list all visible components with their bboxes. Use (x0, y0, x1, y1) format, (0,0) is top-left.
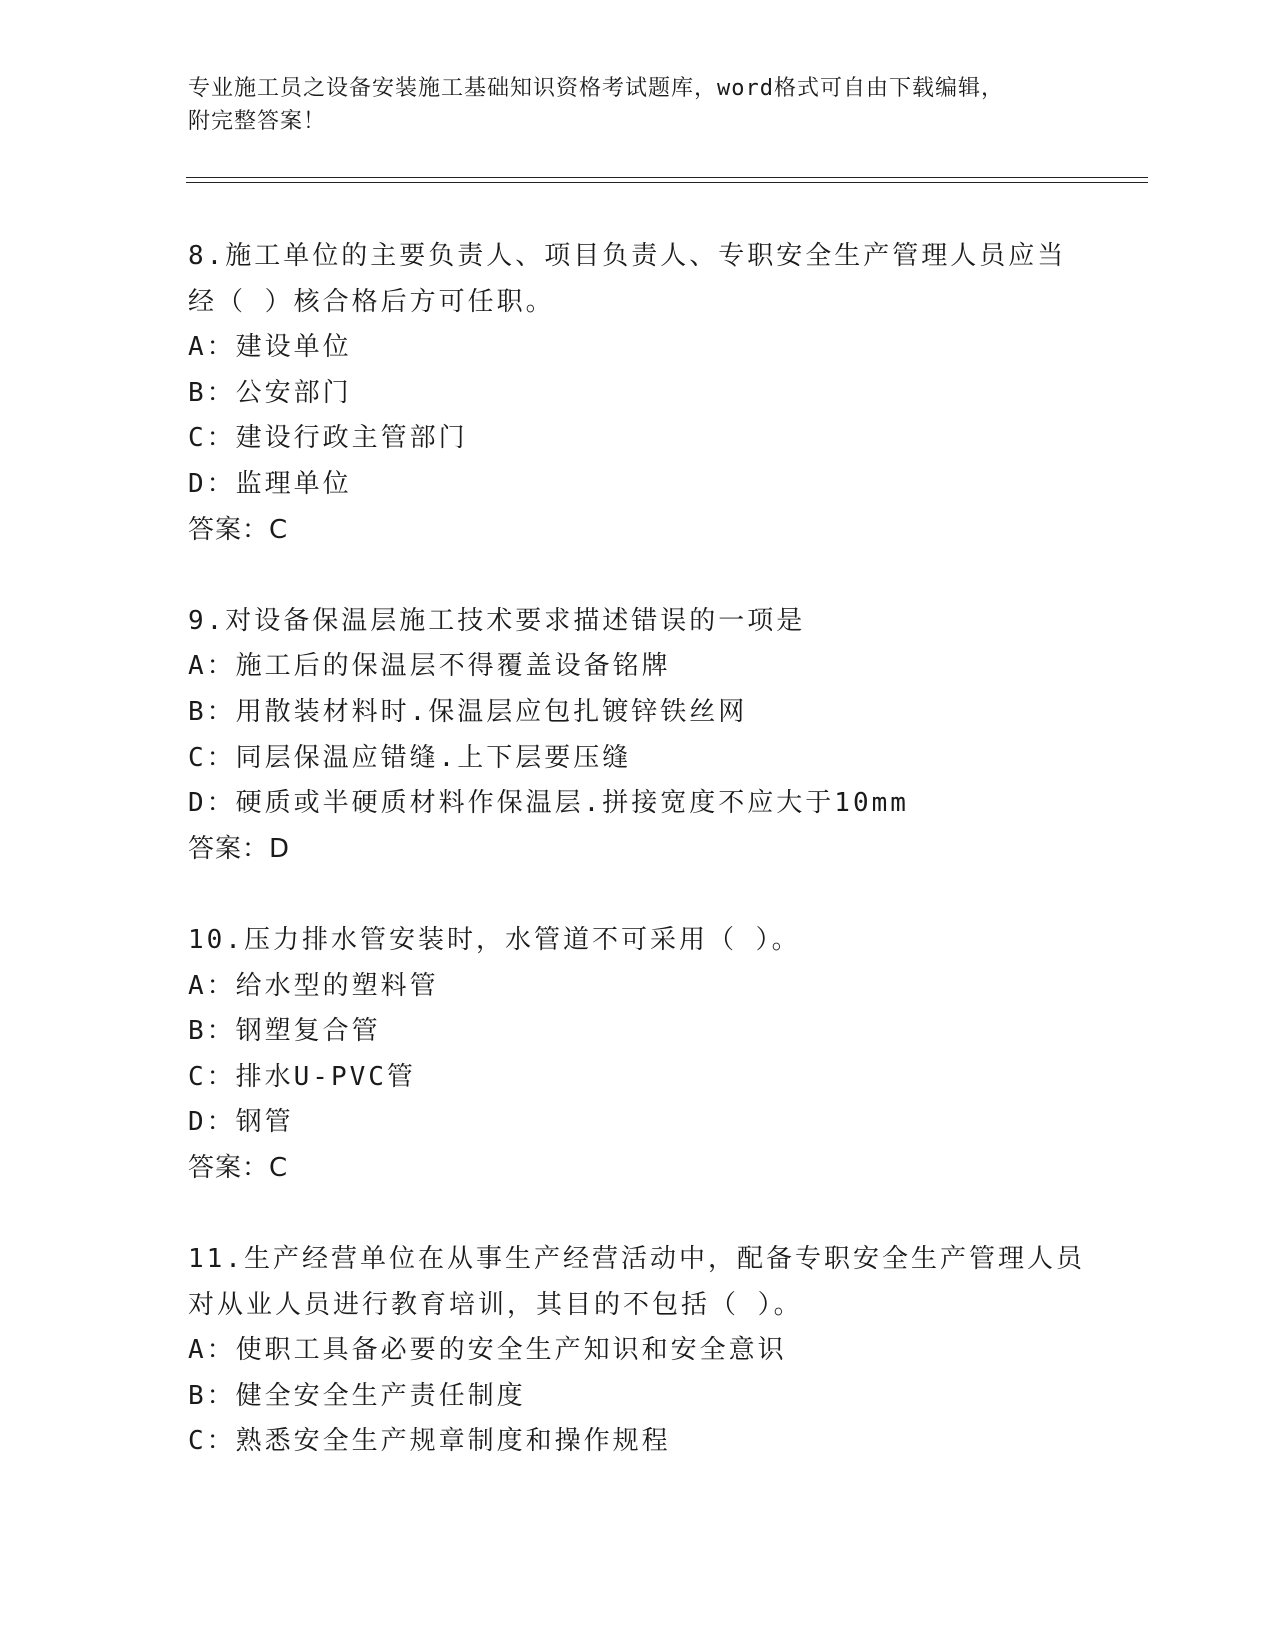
option-b: B：健全安全生产责任制度 (188, 1380, 526, 1411)
question-stem-continued: 对从业人员进行教育培训，其目的不包括（ ）。 (188, 1289, 803, 1320)
option-a: A：建设单位 (188, 332, 352, 363)
question-spacer (188, 553, 1088, 599)
option-b: B：公安部门 (188, 377, 352, 408)
answer: 答案：D (188, 833, 291, 864)
question-spacer (188, 872, 1088, 918)
header-divider-top (186, 177, 1148, 178)
option-b: B：用散装材料时.保温层应包扎镀锌铁丝网 (188, 696, 748, 727)
option-a: A：给水型的塑料管 (188, 970, 439, 1001)
question-stem: 10.压力排水管安装时，水管道不可采用（ ）。 (188, 924, 801, 955)
question-spacer (188, 1191, 1088, 1237)
question-list (188, 234, 1088, 1465)
document-header (188, 72, 1088, 138)
answer: 答案：C (188, 1152, 289, 1183)
option-d: D：硬质或半硬质材料作保温层.拼接宽度不应大于10mm (188, 788, 909, 819)
question-9 (188, 599, 1088, 873)
option-b: B：钢塑复合管 (188, 1016, 381, 1047)
question-stem: 11.生产经营单位在从事生产经营活动中，配备专职安全生产管理人员 (188, 1244, 1085, 1275)
answer: 答案：C (188, 514, 289, 545)
header-line-2: 附完整答案！ (188, 109, 327, 134)
option-a: A：施工后的保温层不得覆盖设备铭牌 (188, 651, 671, 682)
option-c: C：排水U-PVC管 (188, 1061, 416, 1092)
question-11 (188, 1237, 1088, 1465)
question-10 (188, 918, 1088, 1192)
option-a: A：使职工具备必要的安全生产知识和安全意识 (188, 1335, 787, 1366)
option-c: C：建设行政主管部门 (188, 423, 468, 454)
option-c: C：熟悉安全生产规章制度和操作规程 (188, 1426, 671, 1457)
header-divider-bottom (186, 182, 1148, 183)
option-d: D：钢管 (188, 1107, 294, 1138)
question-8 (188, 234, 1088, 553)
header-line-1: 专业施工员之设备安装施工基础知识资格考试题库，word格式可自由下载编辑， (188, 76, 1004, 101)
question-stem-continued: 经（ ）核合格后方可任职。 (188, 286, 555, 317)
question-stem: 8.施工单位的主要负责人、项目负责人、专职安全生产管理人员应当 (188, 241, 1067, 271)
question-stem: 9.对设备保温层施工技术要求描述错误的一项是 (188, 605, 806, 636)
option-c: C：同层保温应错缝.上下层要压缝 (188, 742, 632, 773)
option-d: D：监理单位 (188, 468, 352, 499)
